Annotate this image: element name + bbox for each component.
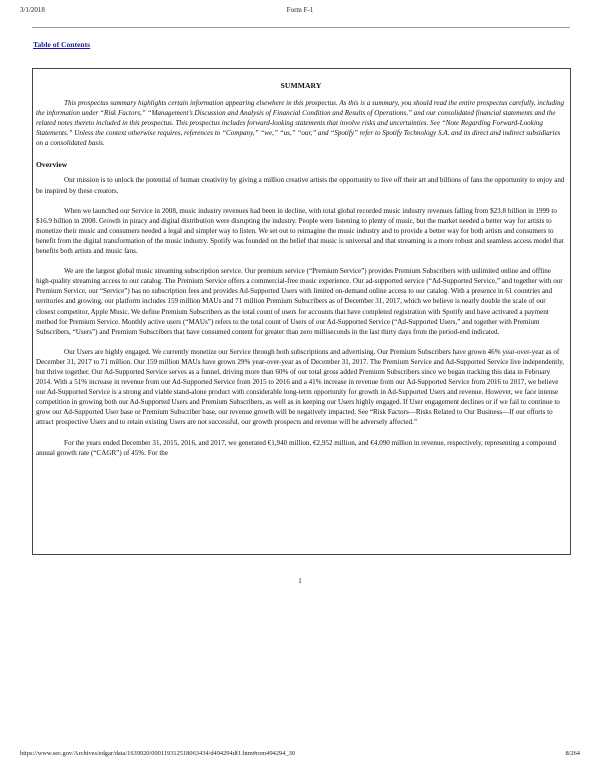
overview-paragraph-engagement: Our Users are highly engaged. We currently monetize our Service through both subscriptions and advertising. Our Premium Subscribers have grown 46% year-over-year as of December 31, 2017 to 71 million. Our 159 million MAUs have grown 29% year-over-year as of December 31, 2017. The Premium Service and Ad-Supported Service live independently, but thrive together. Our Ad-Supported Service serves as a funnel, driving more than 60% of our total gross added Premium Subscribers since we began tracking this data in February 2014. With a 51% increase in revenue from our Ad-Supported Service from 2015 to 2016 and a 41% increase in revenue from our Ad-Supported Service from 2016 to 2017, we believe our Ad-Supported Service is a strong and viable stand-alone product with considerable long-term opportunity for growth in Ad-Supported Users and revenue. However, we face intense competition in growing both our Ad-Supported Users and Premium Subscribers, as well as in keeping our Users highly engaged. If User engagement declines or if we fail to continue to grow our Ad-Supported User base or Premium Subscriber base, our revenue growth will be negatively impacted. See “Risk Factors—Risks Related to Our Business—If our efforts to attract prospective Users and to retain existing Users are not successful, our growth prospects and revenue will be adversely affected.” <box>36 347 565 427</box>
overview-paragraph-history: When we launched our Service in 2008, music industry revenues had been in decline, with total global recorded music industry revenues falling from $23.8 billion in 1999 to $16.9 billion in 2008. Growth in piracy and digital distribution were disrupting the industry. People were listening to plenty of music, but the market needed a better way for artists to monetize their music and consumers needed a legal and simpler way to listen. We set out to reimagine the music industry and to provide a better way for both artists and consumers to benefit from the digital transformation of the music industry. Spotify was founded on the belief that music is universal and that streaming is a more robust and seamless access model that benefits both artists and music fans. <box>36 206 564 256</box>
table-of-contents-link[interactable]: Table of Contents <box>33 40 91 49</box>
print-date: 3/1/2018 <box>20 6 45 14</box>
overview-paragraph-service: We are the largest global music streaming subscription service. Our premium service (“Premium Service”) provides Premium Subscribers with unlimited online and offline high-quality streaming access to our catalog. The Premium Service offers a commercial-free music experience. Our ad-supported service (“Ad-Supported Service,” and together with our Premium Service, our “Service”) has no subscription fees and provides Ad-Supported Users with limited on-demand online access to our catalog. With a presence in 61 countries and territories and growing, our platform includes 159 million MAUs and 71 million Premium Subscribers as of December 31, 2017, which we believe is nearly double the scale of our closest competitor, Apple Music. We define Premium Subscribers as the total count of users for accounts that have completed registration with Spotify and have activated a payment method for Premium Service. Monthly active users (“MAUs”) refers to the total count of Users of our Ad-Supported Service (“Ad-Supported Users,” and together with Premium Subscribers, “Users”) and Premium Subscribers that have consumed content for greater than zero milliseconds in the last thirty days from the period-end indicated. <box>36 267 563 336</box>
page-number: 1 <box>298 577 302 585</box>
summary-intro-paragraph: This prospectus summary highlights certain information appearing elsewhere in this prospectus. As this is a summary, you should read the entire prospectus carefully, including the information under “Risk Factors,” “Management’s Discussion and Analysis of Financial Condition and Results of Operations,” and our consolidated financial statements and the related notes thereto included in this prospectus. This prospectus includes forward-looking statements that involve risks and uncertainties. See “Note Regarding Forward-Looking Statements.” Unless the context otherwise requires, references to “Company,” “we,” “us,” “our,” and “Spotify” refer to Spotify Technology S.A. and its direct and indirect subsidiaries on a consolidated basis. <box>36 99 565 148</box>
overview-paragraph-mission: Our mission is to unlock the potential of human creativity by giving a million creative artists the opportunity to live off their art and billions of fans the opportunity to enjoy and be inspired by these creators. <box>36 176 565 195</box>
overview-paragraph-revenue: For the years ended December 31, 2015, 2016, and 2017, we generated €1,940 million, €2,952 million, and €4,090 million in revenue, respectively, representing a compound annual growth rate (“CAGR”) of 45%. For the <box>36 438 557 457</box>
header-divider <box>32 27 570 28</box>
summary-heading: SUMMARY <box>280 81 322 90</box>
overview-heading: Overview <box>36 160 68 170</box>
document-title: Form F-1 <box>286 6 314 14</box>
summary-box <box>32 68 571 555</box>
source-url: https://www.sec.gov/Archives/edgar/data/1639920/000119312518063434/d494294df1.htm#rom494294_30 <box>20 750 296 757</box>
page-count: 8/264 <box>565 750 580 757</box>
